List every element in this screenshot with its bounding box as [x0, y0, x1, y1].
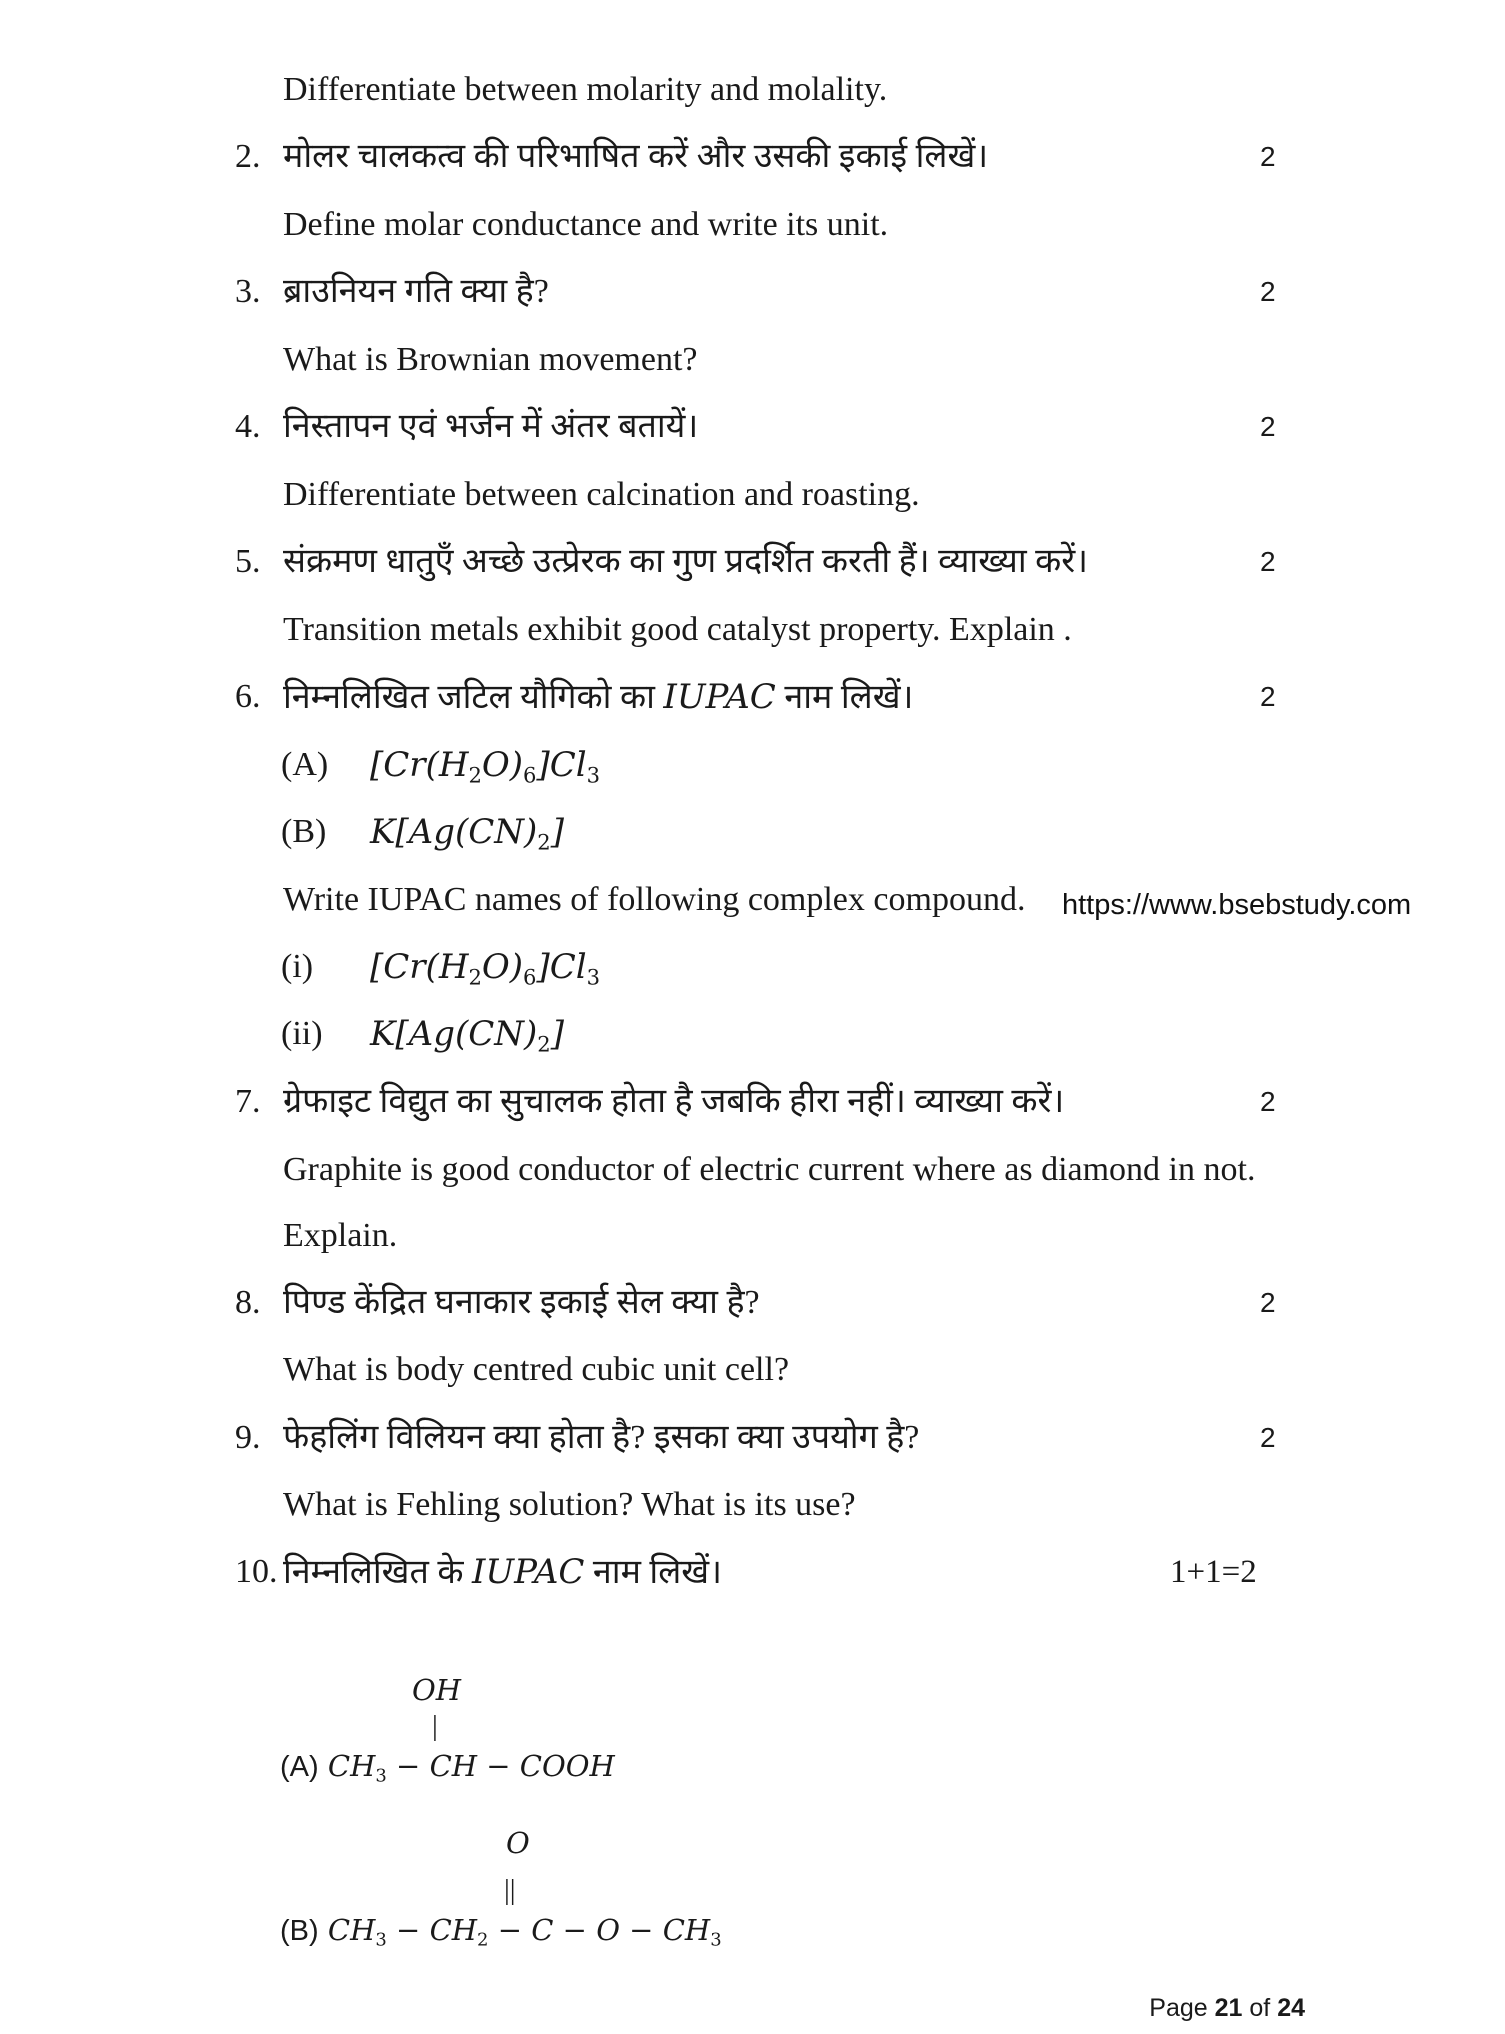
page-of: of [1249, 1994, 1271, 2022]
question-english: What is body centred cubic unit cell? [283, 1351, 790, 1388]
formula-chromium-complex: $[Cr(H_2O)_6]Cl_3$ [370, 745, 601, 788]
question-english: What is Fehling solution? What is its use? [283, 1486, 856, 1523]
question-english: Differentiate between calcination and roasting. [283, 476, 920, 513]
formula-chromium-complex: $[Cr(H_2O)_6]Cl_3$ [370, 947, 601, 990]
marks: 2 [1260, 546, 1276, 577]
question-hindi-pre: निम्नलिखित के [283, 1554, 464, 1591]
question-english: Graphite is good conductor of electric current where as diamond in not. [283, 1151, 1256, 1188]
current-page: 21 [1214, 1994, 1243, 2022]
question-hindi: मोलर चालकत्व की परिभाषित करें और उसकी इकाई लिखें। [283, 138, 989, 175]
question-english: What is Brownian movement? [283, 341, 698, 378]
option-label: (B) [281, 813, 327, 850]
question-number: 7. [235, 1083, 261, 1120]
question-hindi: संक्रमण धातुएँ अच्छे उत्प्रेरक का गुण प्रदर्शित करती हैं। व्याख्या करें। [283, 543, 1089, 580]
marks: 2 [1260, 1086, 1276, 1117]
marks: 2 [1260, 411, 1276, 442]
question-number: 8. [235, 1284, 261, 1321]
question-number: 4. [235, 408, 261, 445]
question-english-continued: Explain. [283, 1217, 398, 1254]
question-number: 2. [235, 138, 261, 175]
question-hindi [283, 1552, 722, 1593]
question-hindi: फेहलिंग विलियन क्या होता है? इसका क्या उपयोग है? [283, 1419, 920, 1456]
iupac-term: IUPAC [471, 1552, 585, 1592]
website-link[interactable]: https://www.bsebstudy.com [1062, 889, 1412, 921]
question-hindi: ग्रेफाइट विद्युत का सुचालक होता है जबकि हीरा नहीं। व्याख्या करें। [283, 1083, 1065, 1120]
marks: 2 [1260, 141, 1276, 172]
question-hindi-pre: निम्नलिखित जटिल यौगिको का [283, 679, 655, 716]
structure-bond: | [432, 1710, 438, 1742]
q1-english: Differentiate between molarity and molality. [283, 71, 888, 108]
question-number: 10. [235, 1553, 278, 1590]
option-label: (i) [281, 948, 314, 985]
question-hindi: निस्तापन एवं भर्जन में अंतर बतायें। [283, 408, 699, 445]
option-label: (A) [281, 746, 329, 783]
page-prefix: Page [1149, 1994, 1208, 2022]
question-number: 9. [235, 1419, 261, 1456]
structure-bond: || [504, 1874, 516, 1906]
iupac-term: IUPAC [663, 677, 776, 717]
question-hindi-post: नाम लिखें। [592, 1554, 722, 1591]
question-english: Transition metals exhibit good catalyst property. Explain . [283, 611, 1072, 648]
structure-label: (A) [280, 1751, 319, 1783]
structure-top-group: OH [412, 1673, 462, 1707]
question-number: 6. [235, 678, 261, 715]
marks: 2 [1260, 681, 1276, 712]
question-number: 5. [235, 543, 261, 580]
question-hindi [283, 677, 913, 718]
formula-silver-complex: $K[Ag(CN)_2]$ [370, 812, 564, 855]
marks: 2 [1260, 1287, 1276, 1318]
question-hindi: पिण्ड केंद्रित घनाकार इकाई सेल क्या है? [283, 1284, 760, 1321]
formula-silver-complex: $K[Ag(CN)_2]$ [370, 1014, 564, 1057]
question-number: 3. [235, 273, 261, 310]
page-footer [1149, 1993, 1305, 2023]
marks: 2 [1260, 1422, 1276, 1453]
structure-top-group: O [506, 1826, 530, 1860]
question-hindi: ब्राउनियन गति क्या है? [283, 273, 549, 310]
option-label: (ii) [281, 1015, 323, 1052]
marks: 2 [1260, 276, 1276, 307]
total-pages: 24 [1277, 1994, 1305, 2022]
question-english: Write IUPAC names of following complex compound. [283, 881, 1026, 918]
marks: 1+1=2 [1170, 1554, 1257, 1590]
question-english: Define molar conductance and write its unit. [283, 206, 889, 243]
structure-label: (B) [280, 1915, 319, 1947]
structure-b-formula: (B) $CH_3 - CH_2 - C - O - CH_3$ [280, 1913, 722, 1951]
question-hindi-post: नाम लिखें। [784, 679, 914, 716]
structure-a-formula: (A) $CH_3$ − CH − COOH [280, 1749, 615, 1787]
